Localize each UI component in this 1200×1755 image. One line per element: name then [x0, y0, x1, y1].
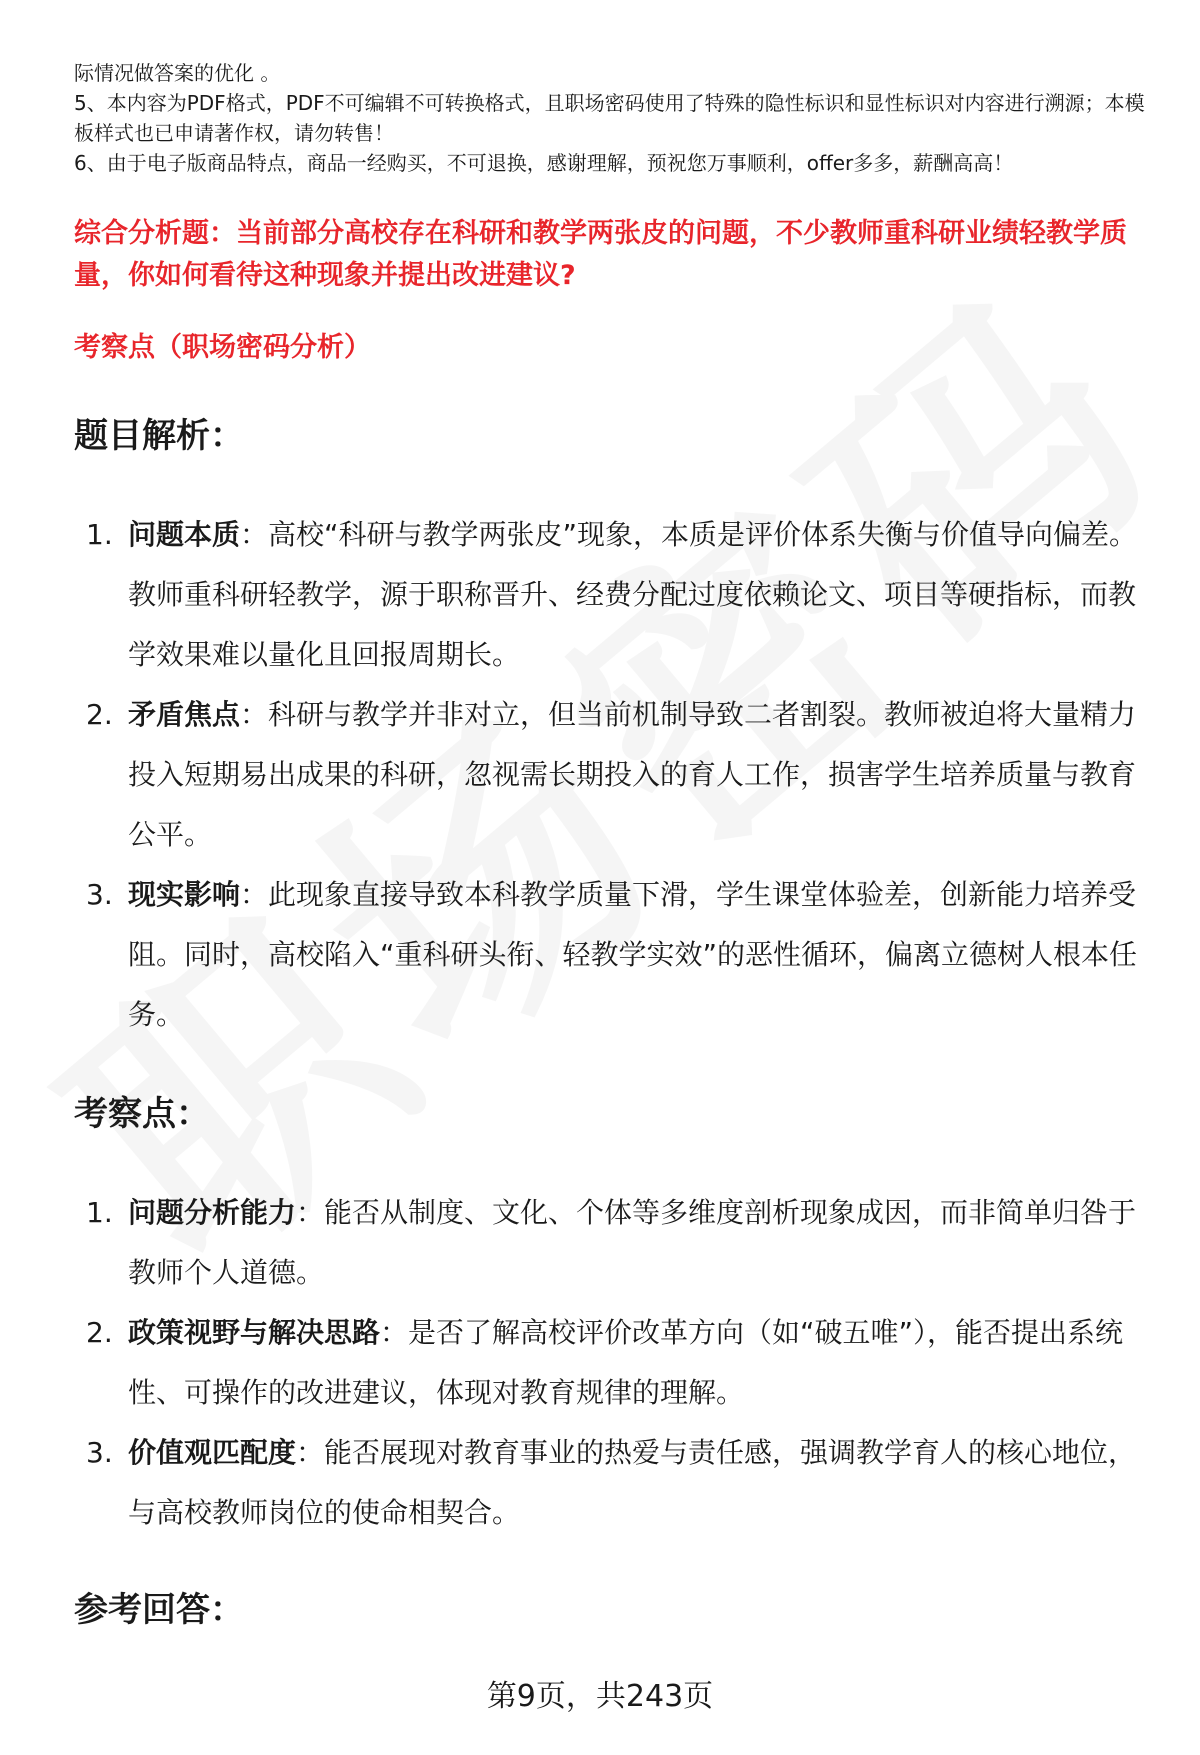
answer-heading: 参考回答： — [74, 1590, 244, 1630]
item-number: 1. — [86, 1196, 113, 1229]
item-term: 现实影响 — [128, 878, 241, 911]
list-item — [0, 865, 1148, 1045]
item-term: 政策视野与解决思路 — [128, 1316, 381, 1349]
item-number: 3. — [86, 1436, 113, 1469]
item-number: 2. — [86, 1316, 113, 1349]
list-item — [0, 505, 1148, 685]
note-item-5: 5、本内容为PDF格式，PDF不可编辑不可转换格式，且职场密码使用了特殊的隐性标识和显性标识对内容进行溯源；本模板样式也已申请著作权，请勿转售！ — [74, 91, 1145, 145]
list-item — [0, 1303, 1148, 1423]
note-line-continued: 际情况做答案的优化 。 — [74, 61, 281, 85]
item-text: ：此现象直接导致本科教学质量下滑，学生课堂体验差，创新能力培养受阻。同时，高校陷入“重科研头衔、轻教学实效”的恶性循环，偏离立德树人根本任务。 — [128, 878, 1138, 1031]
list-item — [0, 1183, 1148, 1303]
analysis-list — [0, 505, 1200, 1045]
list-item — [0, 1423, 1148, 1543]
item-text: ：科研与教学并非对立，但当前机制导致二者割裂。教师被迫将大量精力投入短期易出成果的科研，忽视需长期投入的育人工作，损害学生培养质量与教育公平。 — [128, 698, 1137, 851]
note-item-6: 6、由于电子版商品特点，商品一经购买，不可退换，感谢理解，预祝您万事顺利，offer多多，薪酬高高！ — [74, 151, 1014, 175]
item-text: ：能否展现对教育事业的热爱与责任感，强调教学育人的核心地位，与高校教师岗位的使命相契合。 — [128, 1436, 1137, 1529]
page-number: 第9页，共243页 — [486, 1679, 714, 1714]
item-text: ：是否了解高校评价改革方向（如“破五唯”），能否提出系统性、可操作的改进建议，体现对教育规律的理解。 — [128, 1316, 1124, 1409]
points-list — [0, 1183, 1200, 1543]
item-number: 3. — [86, 878, 113, 911]
item-number: 2. — [86, 698, 113, 731]
item-text: ：能否从制度、文化、个体等多维度剖析现象成因，而非简单归咎于教师个人道德。 — [128, 1196, 1137, 1289]
question-subtitle: 考察点（职场密码分析） — [74, 332, 371, 363]
item-term: 问题分析能力 — [128, 1196, 297, 1229]
item-term: 价值观匹配度 — [128, 1436, 297, 1469]
item-text: ：高校“科研与教学两张皮”现象，本质是评价体系失衡与价值导向偏差。教师重科研轻教学，源于职称晋升、经费分配过度依赖论文、项目等硬指标，而教学效果难以量化且回报周期长。 — [128, 518, 1138, 671]
points-heading: 考察点： — [74, 1094, 210, 1134]
item-term: 问题本质 — [128, 518, 241, 551]
list-item — [0, 685, 1148, 865]
item-term: 矛盾焦点 — [128, 698, 241, 731]
item-number: 1. — [86, 518, 113, 551]
analysis-heading: 题目解析： — [74, 416, 244, 456]
question-title: 综合分析题：当前部分高校存在科研和教学两张皮的问题，不少教师重科研业绩轻教学质量，你如何看待这种现象并提出改进建议? — [74, 218, 1127, 291]
